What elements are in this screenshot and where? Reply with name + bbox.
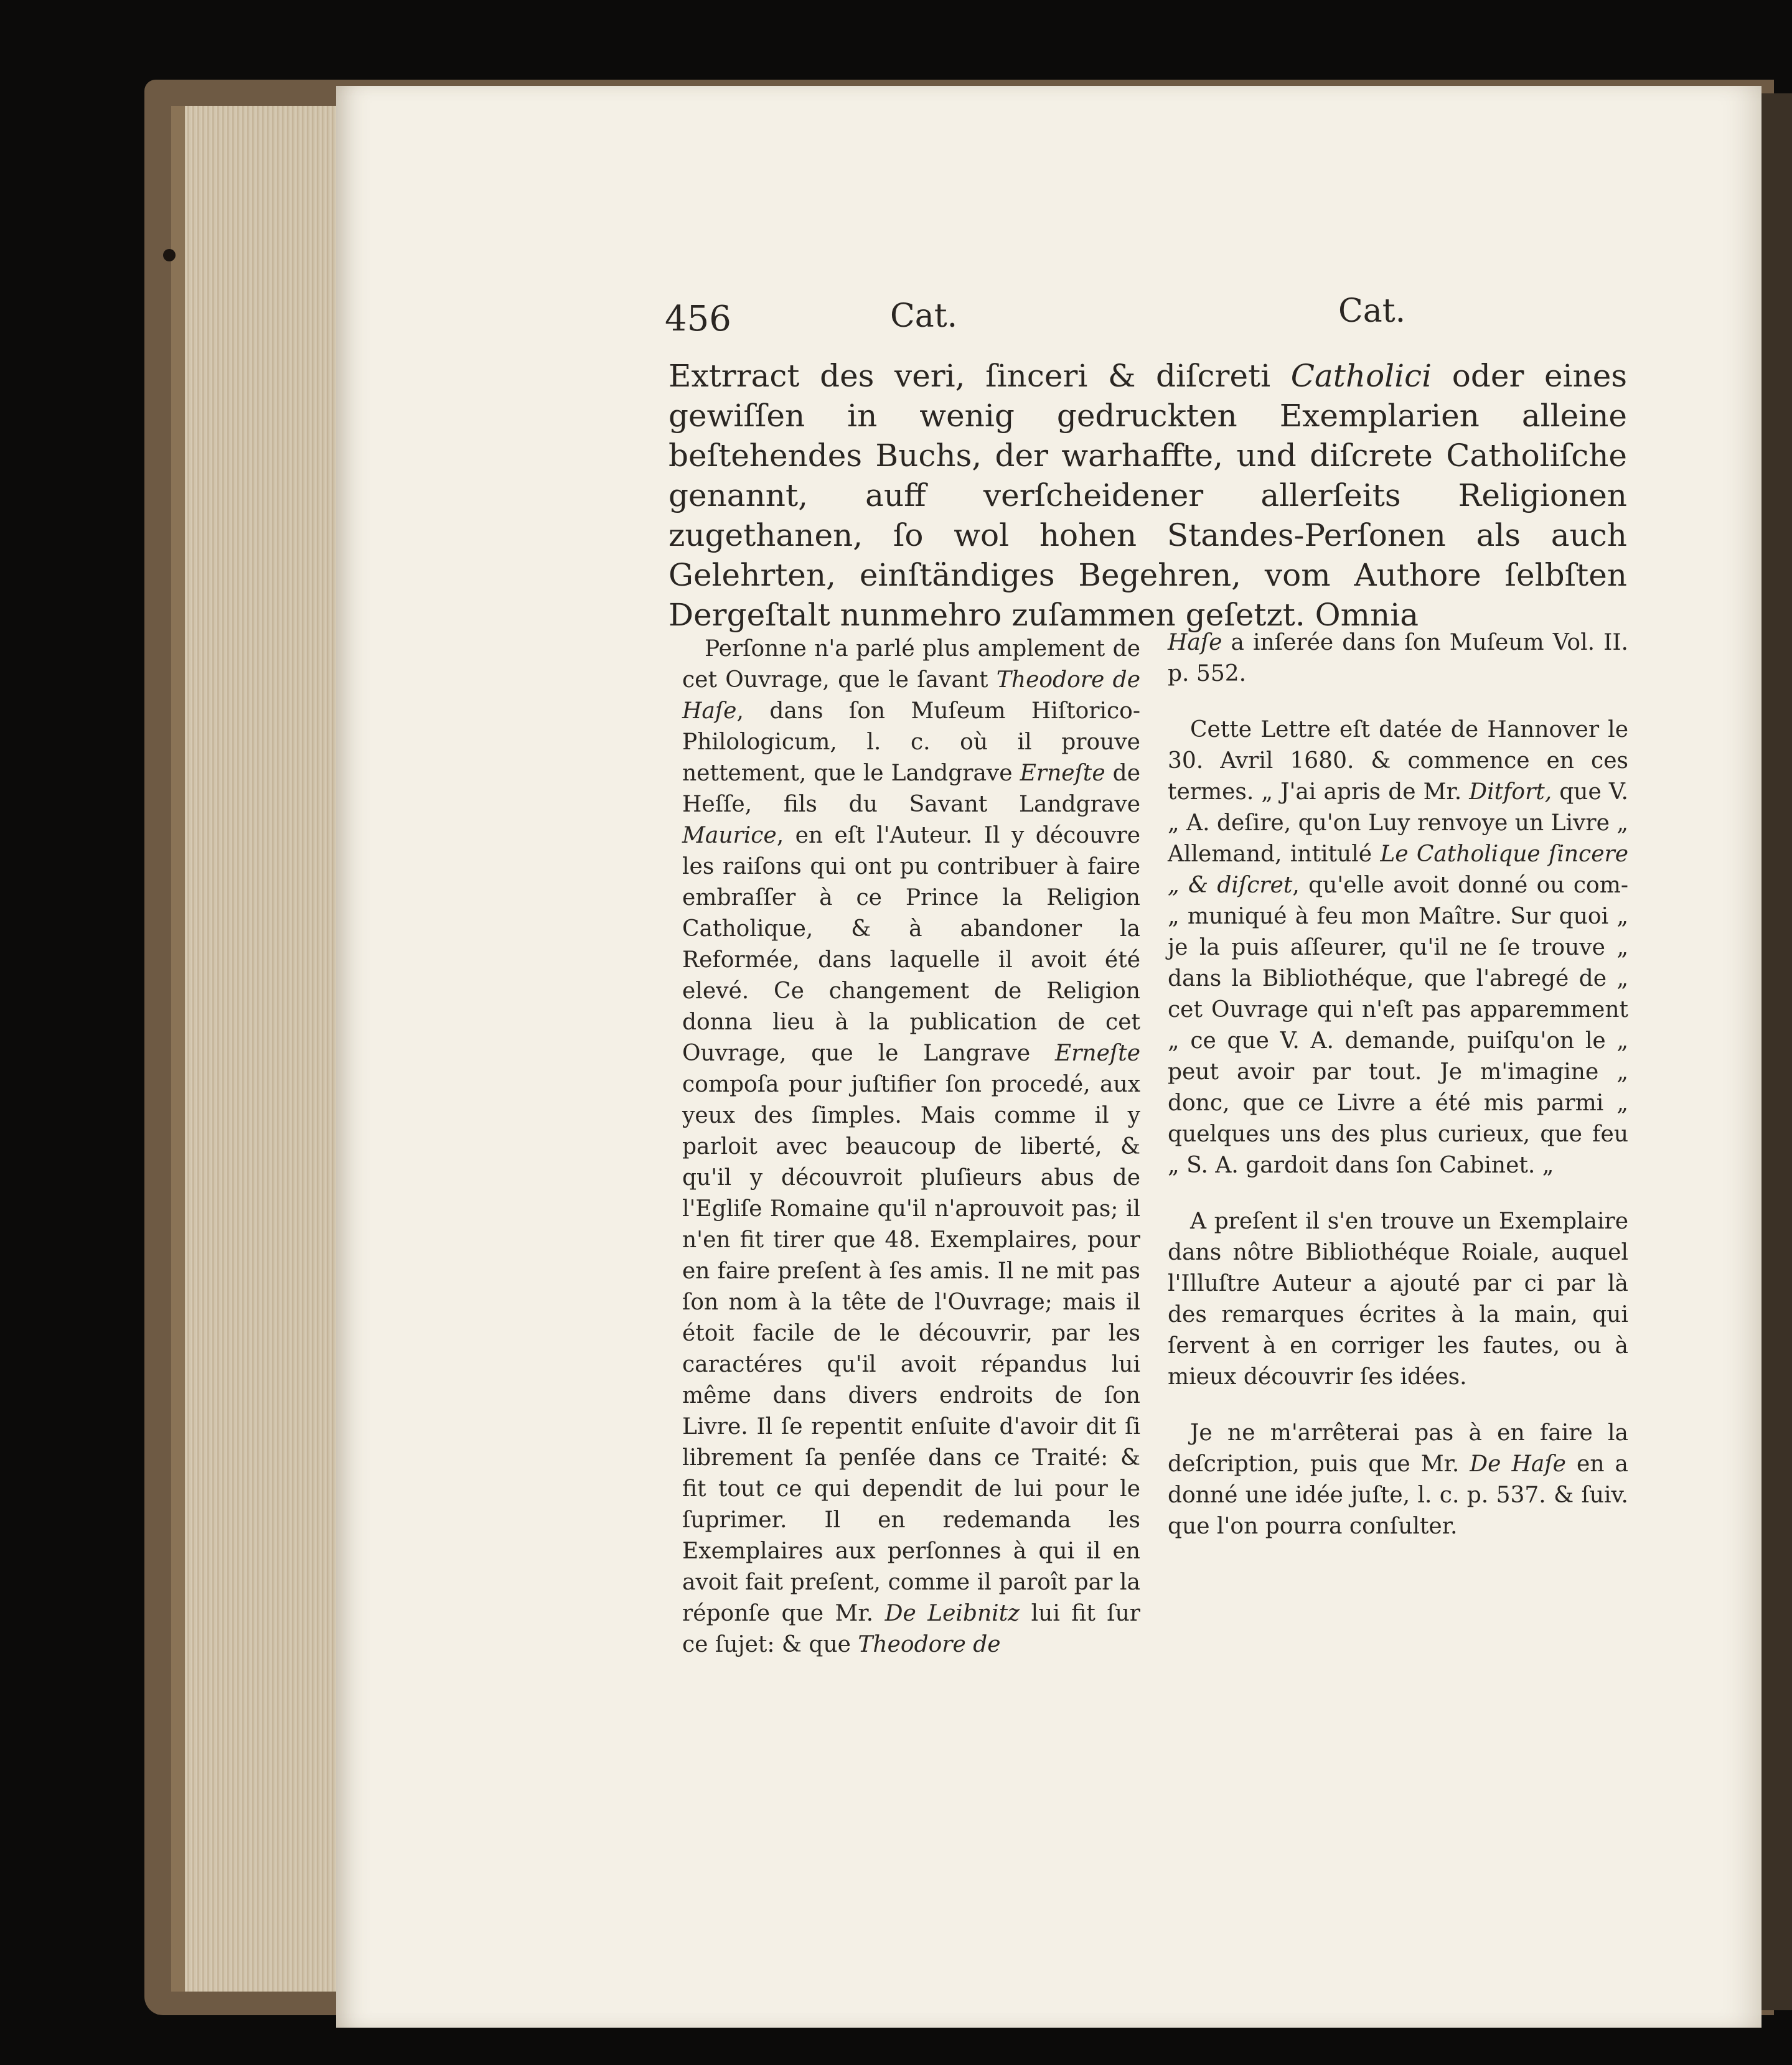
- italic-name: Erneſte: [1054, 1041, 1140, 1066]
- paragraph: A preſent il s'en trouve un Exemplaire dans nôtre Bibliothéque Roiale, auquel l'Illuſtre Auteur a ajouté par ci par là des remarques écrites à la main, qui ſervent à en corriger les fautes, ou à mieux découvrir ſes idées.: [1168, 1209, 1628, 1390]
- text: a inſerée dans ſon Muſeum Vol. II. p. 552.: [1168, 630, 1628, 686]
- paragraph: [1168, 714, 1628, 1181]
- italic-title: Le Catholique ſincere „ & diſcret: [1168, 841, 1629, 898]
- text: Je ne m'arrêterai pas à en faire la deſcription, puis que Mr.: [1168, 1420, 1628, 1477]
- paragraph: [682, 634, 1140, 1660]
- text: lui fit ſur ce ſujet: & que: [682, 1601, 1140, 1657]
- title-italic: Catholici: [1290, 358, 1432, 394]
- binding-mark: [163, 249, 176, 261]
- italic-name: De Haſe: [1470, 1451, 1566, 1477]
- text: en a donné une idée juſte, l. c. p. 537. & ſuiv. que l'on pourra conſulter.: [1168, 1451, 1628, 1539]
- title-text: Extrract des veri, ſinceri & diſcreti: [668, 358, 1291, 394]
- left-column: [682, 634, 1140, 1660]
- text: compoſa pour juſtifier ſon procedé, aux yeux des ſimples. Mais comme il y parloit avec beaucoup de liberté, & qu'il y découvroit pluſieurs abus de l'Egliſe Romaine qu'il n'aprouvoit pas; il n'en fit tirer que 48. Exemplaires, pour en faire preſent à ſes amis. Il ne mit pas ſon nom à la tête de l'Ouvrage; mais il étoit facile de le découvrir, par les caractéres qu'il avoit répandus lui même dans divers endroits de ſon Livre. Il ſe repentit enſuite d'avoir dit ſi librement ſa penſée dans ce Traité: & fit tout ce qui dependit de lui pour le ſuprimer. Il en redemanda les Exemplaires aux perſonnes à qui il en avoit fait preſent, comme il paroît par la réponſe que Mr.: [682, 1072, 1140, 1626]
- page-number: 456: [665, 299, 731, 339]
- paragraph: [1168, 1418, 1628, 1542]
- italic-name: Erneſte: [1020, 761, 1105, 786]
- running-head-left: Cat.: [890, 297, 958, 335]
- text: , qu'elle avoit donné ou com- „ muniqué à feu mon Maître. Sur quoi „ je la puis aſſeurer, qu'il ne ſe trouve „ dans la Bibliothéque, que l'abregé de „ cet Ouvrage qui n'eſt pas apparemment „ ce que V. A. demande, puiſqu'on le „ peut avoir par tout. Je m'imagine „ donc, que ce Livre a été mis parmi „ quelques uns des plus curieux, que feu „ S. A. gardoit dans ſon Cabinet. „: [1168, 873, 1628, 1178]
- right-column: [1168, 627, 1628, 1542]
- title-text-rest: oder eines gewiſſen in wenig gedruckten Exemplarien alleine beſtehendes Buchs, der warhaffte, und diſcrete Catholiſche genannt, auff verſcheidener allerſeits Religionen zugethanen, ſo wol hohen Standes-Perſonen als auch Gelehrten, einſtändiges Begehren, vom Authore ſelbſten Dergeſtalt nunmehro zuſammen geſetzt. Omnia: [668, 358, 1627, 633]
- text: , dans ſon Muſeum Hiſtorico-Philologicum, l. c. où il prouve nettement, que le Landgrave: [682, 698, 1140, 786]
- paragraph: [1168, 627, 1628, 690]
- italic-name: Haſe: [1168, 630, 1222, 655]
- italic-name: Maurice: [682, 823, 777, 848]
- text: , en eſt l'Auteur. Il y découvre les raiſons qui ont pu contribuer à faire embraſſer à ce Prince la Religion Catholique, & à abandoner la Reformée, dans laquelle il avoit été elevé. Ce changement de Religion donna lieu à la publication de cet Ouvrage, que le Langrave: [682, 823, 1140, 1066]
- italic-name: Theodore de: [858, 1632, 1001, 1657]
- text: Cette Lettre eſt datée de Hannover le 30. Avril 1680. & commence en ces termes. „ J'ai apris de Mr.: [1168, 717, 1628, 805]
- running-head-right: Cat.: [1338, 293, 1406, 330]
- italic-name: Ditfort,: [1469, 779, 1552, 805]
- italic-name: Theodore de Haſe: [682, 667, 1141, 724]
- text: de Heſſe, fils du Savant Landgrave: [682, 761, 1141, 817]
- entry-title: [668, 356, 1627, 635]
- text: que V. „ A. deſire, qu'on Luy renvoye un Livre „ Allemand, intitulé: [1168, 779, 1628, 867]
- italic-name: De Leibnitz: [884, 1601, 1020, 1626]
- page-edges: [171, 106, 362, 1992]
- text: Perſonne n'a parlé plus amplement de cet Ouvrage, que le ſavant: [682, 636, 1140, 693]
- facing-page-edge: [1762, 93, 1792, 2010]
